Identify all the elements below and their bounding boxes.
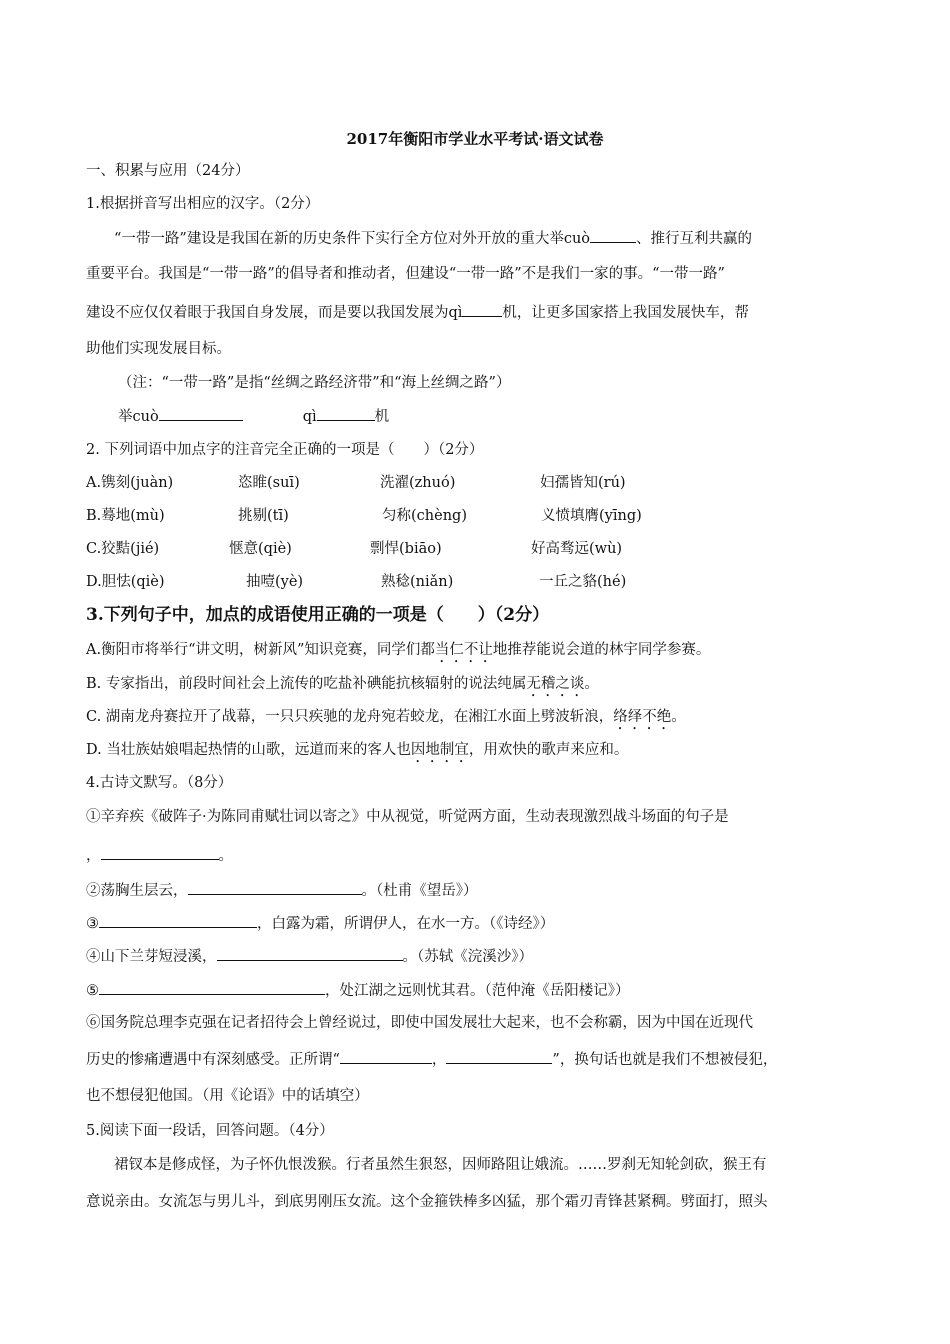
poem-text: ，处江湖之远则忧其君。（范仲淹《岳阳楼记》） <box>325 983 630 999</box>
option-d-1: D.胆怯(qiè) <box>86 574 165 590</box>
question-3-option-c <box>86 707 876 733</box>
option-c-3: 剽悍(biāo) <box>370 541 442 557</box>
idiom-b: 无稽之谈 <box>526 676 585 692</box>
question-4-item-4 <box>86 946 876 967</box>
option-text: 。 <box>671 709 686 725</box>
punct: 。 <box>218 848 233 864</box>
question-4-item-6-line-3: 也不想侵犯他国。（用《论语》中的话填空） <box>86 1088 369 1104</box>
answer-blank[interactable] <box>101 845 219 860</box>
idiom-c: 络绎不绝 <box>613 709 672 725</box>
question-4-item-1: ①辛弃疾《破阵子·为陈同甫赋壮词以寄之》中从视觉，听觉两方面，生动表现激烈战斗场面的句子是 <box>86 809 729 825</box>
question-4-item-1-blanks <box>86 845 876 866</box>
punct: ， <box>86 848 101 864</box>
answer-blank[interactable] <box>188 880 362 895</box>
answer-blank[interactable] <box>99 980 325 995</box>
question-3-option-b <box>86 674 876 700</box>
option-text: 。 <box>584 676 599 692</box>
answer-blank[interactable] <box>99 913 257 928</box>
option-b-2: 挑剔(tī) <box>238 508 289 524</box>
punct: ， <box>431 1052 447 1068</box>
question-4-stem: 4.古诗文默写。（8分） <box>86 775 233 791</box>
question-1-passage-line-4: 助他们实现发展目标。 <box>86 341 231 357</box>
blank-qi[interactable] <box>462 302 502 317</box>
answer-blank[interactable] <box>217 946 403 961</box>
question-4-item-5 <box>86 980 876 1001</box>
question-1-note: （注：“一带一路”是指“丝绸之路经济带”和“海上丝绸之路”） <box>118 375 511 391</box>
question-1-passage-line-1 <box>86 228 904 249</box>
poem-text: ⑤ <box>86 983 99 999</box>
answer-blank-cuo[interactable] <box>159 406 243 421</box>
option-c-1: C.狡黠(jié) <box>86 541 160 557</box>
blank-cuo[interactable] <box>590 228 636 243</box>
question-3-option-d <box>86 740 876 766</box>
question-5-passage-line-1: 裙钗本是修成怪，为子怀仇恨泼猴。行者虽然生狠怒，因师路阻让娥流。……罗刹无知轮剑砍，猴王有 <box>114 1157 767 1173</box>
question-4-item-6-line-2 <box>86 1049 876 1070</box>
option-text: D. 当壮族姑娘唱起热情的山歌，远道而来的客人也 <box>86 742 411 758</box>
option-text: A.衡阳市将举行“讲文明，树新风”知识竞赛，同学们都 <box>86 642 435 658</box>
page-title: 2017年衡阳市学业水平考试·语文试卷 <box>346 130 604 148</box>
question-1-answer-line <box>86 406 908 427</box>
question-2-stem: 2. 下列词语中加点字的注音完全正确的一项是（ ）（2分） <box>86 442 484 458</box>
option-text: 地推荐能说会道的林宇同学参赛。 <box>492 642 711 658</box>
answer-label-ji: 机 <box>374 409 390 425</box>
answer-label-qi: qì <box>302 409 317 425</box>
option-d-4: 一丘之貉(hé) <box>539 574 627 590</box>
option-a-3: 洗濯(zhuó) <box>380 475 456 491</box>
question-1-passage-line-2: 重要平台。我国是“一带一路”的倡导者和推动者，但建设“一带一路”不是我们一家的事。“一带一路” <box>86 266 725 282</box>
option-d-2: 抽噎(yè) <box>246 574 304 590</box>
option-text: C. 湖南龙舟赛拉开了战幕，一只只疾驰的龙舟宛若蛟龙，在湘江水面上劈波斩浪， <box>86 709 614 725</box>
answer-blank[interactable] <box>340 1049 432 1064</box>
idiom-d: 因地制宜 <box>410 742 469 758</box>
option-c-4: 好高骛远(wù) <box>531 541 623 557</box>
poem-text: 历史的惨痛遭遇中有深刻感受。正所谓“ <box>86 1052 340 1068</box>
option-d-3: 熟稔(niǎn) <box>381 574 454 590</box>
answer-label-cuo: 举cuò <box>118 409 159 425</box>
option-text: ，用欢快的歌声来应和。 <box>468 742 629 758</box>
answer-blank-qi[interactable] <box>317 406 375 421</box>
option-a-2: 恣睢(suī) <box>238 475 300 491</box>
poem-text: 。（苏轼《浣溪沙》） <box>402 949 533 965</box>
option-b-4: 义愤填膺(yīng) <box>541 508 642 524</box>
question-4-item-6-line-1: ⑥国务院总理李克强在记者招待会上曾经说过，即使中国发展壮大起来，也不会称霸，因为中国在近现代 <box>86 1015 753 1031</box>
poem-text: 。（杜甫《望岳》） <box>361 883 478 899</box>
option-b-1: B.蓦地(mù) <box>86 508 165 524</box>
option-text: B. 专家指出，前段时间社会上流传的吃盐补碘能抗核辐射的说法纯属 <box>86 676 527 692</box>
question-4-item-3 <box>86 913 876 934</box>
option-a-1: A.镌刻(juàn) <box>86 475 174 491</box>
poem-text: ，白露为霜，所谓伊人，在水一方。（《诗经》） <box>257 916 555 932</box>
option-b-3: 匀称(chèng) <box>382 508 467 524</box>
question-3-option-a <box>86 640 876 666</box>
question-3-stem: 3.下列句子中，加点的成语使用正确的一项是（ ）（2分） <box>86 605 550 625</box>
poem-text: ②荡胸生层云， <box>86 883 188 899</box>
answer-blank[interactable] <box>446 1049 552 1064</box>
poem-text: ”，换句话也就是我们不想被侵犯， <box>552 1052 778 1068</box>
section-heading: 一、积累与应用（24分） <box>86 163 250 179</box>
question-5-stem: 5.阅读下面一段话，回答问题。（4分） <box>86 1123 334 1139</box>
question-5-passage-line-2: 意说亲由。女流怎与男儿斗，到底男刚压女流。这个金箍铁棒多凶猛，那个霜刃青锋甚紧稠。劈面打，照头 <box>86 1194 768 1210</box>
poem-text: ④山下兰芽短浸溪， <box>86 949 217 965</box>
passage-text: 、推行互利共赢的 <box>636 231 753 247</box>
option-a-4: 妇孺皆知(rú) <box>540 475 626 491</box>
passage-text: “一带一路”建设是我国在新的历史条件下实行全方位对外开放的重大举cuò <box>114 231 591 247</box>
question-1-stem: 1.根据拼音写出相应的汉字。（2分） <box>86 196 320 212</box>
idiom-a: 当仁不让 <box>434 642 493 658</box>
question-1-passage-line-3 <box>86 302 876 323</box>
poem-text: ③ <box>86 916 99 932</box>
option-c-2: 惬意(qiè) <box>229 541 292 557</box>
passage-text: 建设不应仅仅着眼于我国自身发展，而是要以我国发展为qì <box>86 305 463 321</box>
passage-text: 机，让更多国家搭上我国发展快车，帮 <box>502 305 749 321</box>
question-4-item-2 <box>86 880 876 901</box>
